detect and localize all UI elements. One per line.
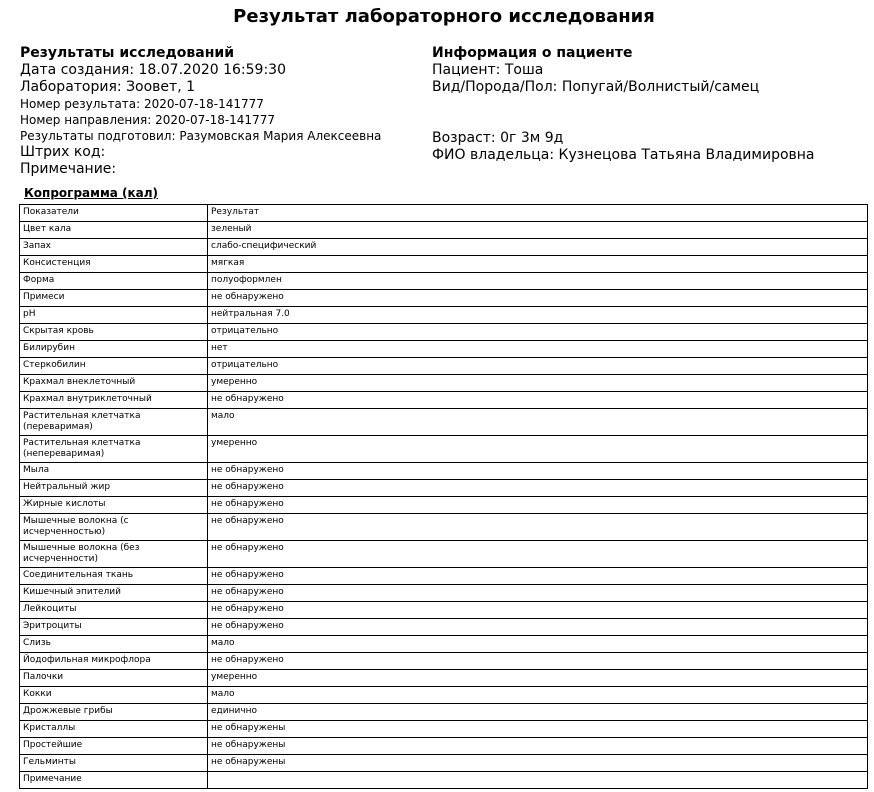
referral-number: Номер направления: 2020-07-18-141777: [20, 113, 275, 127]
row-result: не обнаружено: [208, 463, 868, 480]
row-indicator: Растительная клетчатка (переваримая): [20, 409, 208, 436]
row-indicator: Йодофильная микрофлора: [20, 653, 208, 670]
row-result: не обнаружено: [208, 392, 868, 409]
patient-age: Возраст: 0г 3м 9д: [432, 130, 564, 146]
result-number: Номер результата: 2020-07-18-141777: [20, 97, 264, 111]
table-row: [20, 514, 868, 541]
table-row: [20, 409, 868, 436]
patient-name: Пациент: Тоша: [432, 62, 544, 78]
row-result: не обнаружено: [208, 585, 868, 602]
row-result: мало: [208, 687, 868, 704]
table-row: [20, 602, 868, 619]
row-indicator: Растительная клетчатка (непереваримая): [20, 436, 208, 463]
row-result: не обнаружены: [208, 721, 868, 738]
table-row: [20, 738, 868, 755]
barcode-label: Штрих код:: [20, 144, 106, 160]
row-indicator: Палочки: [20, 670, 208, 687]
row-indicator: Гельминты: [20, 755, 208, 772]
table-row: [20, 480, 868, 497]
results-table: [19, 204, 868, 789]
table-row: [20, 721, 868, 738]
row-indicator: Мышечные волокна (с исчерченностью): [20, 514, 208, 541]
row-result: единично: [208, 704, 868, 721]
row-result: мало: [208, 409, 868, 436]
row-indicator: Запах: [20, 239, 208, 256]
table-row: [20, 687, 868, 704]
row-result: не обнаружено: [208, 497, 868, 514]
row-result: нейтральная 7.0: [208, 307, 868, 324]
row-indicator: Примеси: [20, 290, 208, 307]
patient-info: [432, 44, 815, 164]
row-result: мягкая: [208, 256, 868, 273]
row-result: отрицательно: [208, 324, 868, 341]
results-info: [20, 44, 381, 178]
row-result: полуоформлен: [208, 273, 868, 290]
row-indicator: Цвет кала: [20, 222, 208, 239]
row-indicator: Стеркобилин: [20, 358, 208, 375]
note-label: Примечание:: [20, 161, 117, 177]
header-result: Результат: [208, 205, 868, 222]
row-indicator: Слизь: [20, 636, 208, 653]
row-indicator: Мышечные волокна (без исчерченности): [20, 541, 208, 568]
patient-heading: Информация о пациенте: [432, 45, 633, 61]
created-date: Дата создания: 18.07.2020 16:59:30: [20, 62, 286, 78]
row-indicator: Дрожжевые грибы: [20, 704, 208, 721]
row-indicator: Жирные кислоты: [20, 497, 208, 514]
row-result: мало: [208, 636, 868, 653]
row-indicator: Примечание: [20, 772, 208, 789]
row-result: умеренно: [208, 436, 868, 463]
row-result: не обнаружено: [208, 290, 868, 307]
row-result: не обнаружены: [208, 755, 868, 772]
row-result: не обнаружено: [208, 619, 868, 636]
table-row: [20, 307, 868, 324]
section-title: Копрограмма (кал): [24, 186, 159, 200]
table-row: [20, 222, 868, 239]
row-indicator: Скрытая кровь: [20, 324, 208, 341]
table-row: [20, 324, 868, 341]
table-row: [20, 239, 868, 256]
table-row: [20, 273, 868, 290]
table-row: [20, 636, 868, 653]
table-row: [20, 585, 868, 602]
table-row: [20, 619, 868, 636]
row-indicator: pH: [20, 307, 208, 324]
row-indicator: Простейшие: [20, 738, 208, 755]
table-row: [20, 772, 868, 789]
row-indicator: Эритроциты: [20, 619, 208, 636]
row-indicator: Лейкоциты: [20, 602, 208, 619]
row-result: не обнаружены: [208, 738, 868, 755]
table-row: [20, 653, 868, 670]
table-row: [20, 463, 868, 480]
table-row: [20, 392, 868, 409]
table-header-row: [20, 205, 868, 222]
row-indicator: Нейтральный жир: [20, 480, 208, 497]
row-result: слабо-специфический: [208, 239, 868, 256]
results-heading: Результаты исследований: [20, 45, 235, 61]
row-indicator: Крахмал внеклеточный: [20, 375, 208, 392]
row-indicator: Мыла: [20, 463, 208, 480]
row-result: не обнаружено: [208, 480, 868, 497]
row-result: умеренно: [208, 375, 868, 392]
table-row: [20, 755, 868, 772]
table-row: [20, 670, 868, 687]
table-row: [20, 358, 868, 375]
row-result: нет: [208, 341, 868, 358]
row-indicator: Кристаллы: [20, 721, 208, 738]
header-indicator: Показатели: [20, 205, 208, 222]
row-result: отрицательно: [208, 358, 868, 375]
table-row: [20, 497, 868, 514]
table-row: [20, 375, 868, 392]
row-indicator: Билирубин: [20, 341, 208, 358]
table-row: [20, 541, 868, 568]
row-result: не обнаружено: [208, 602, 868, 619]
row-result: не обнаружено: [208, 568, 868, 585]
table-row: [20, 568, 868, 585]
row-indicator: Кишечный эпителий: [20, 585, 208, 602]
row-result: умеренно: [208, 670, 868, 687]
row-result: не обнаружено: [208, 541, 868, 568]
row-indicator: Форма: [20, 273, 208, 290]
laboratory: Лаборатория: Зоовет, 1: [20, 79, 195, 95]
table-row: [20, 256, 868, 273]
row-indicator: Соединительная ткань: [20, 568, 208, 585]
row-indicator: Кокки: [20, 687, 208, 704]
page-title: Результат лабораторного исследования: [233, 6, 655, 27]
table-row: [20, 704, 868, 721]
prepared-by: Результаты подготовил: Разумовская Мария Алексеевна: [20, 129, 382, 143]
table-row: [20, 290, 868, 307]
row-indicator: Крахмал внутриклеточный: [20, 392, 208, 409]
row-result: зеленый: [208, 222, 868, 239]
table-row: [20, 341, 868, 358]
row-indicator: Консистенция: [20, 256, 208, 273]
owner-name: ФИО владельца: Кузнецова Татьяна Владимировна: [432, 147, 815, 163]
row-result: [208, 772, 868, 789]
patient-species: Вид/Порода/Пол: Попугай/Волнистый/самец: [432, 79, 760, 95]
table-row: [20, 436, 868, 463]
row-result: не обнаружено: [208, 653, 868, 670]
row-result: не обнаружено: [208, 514, 868, 541]
